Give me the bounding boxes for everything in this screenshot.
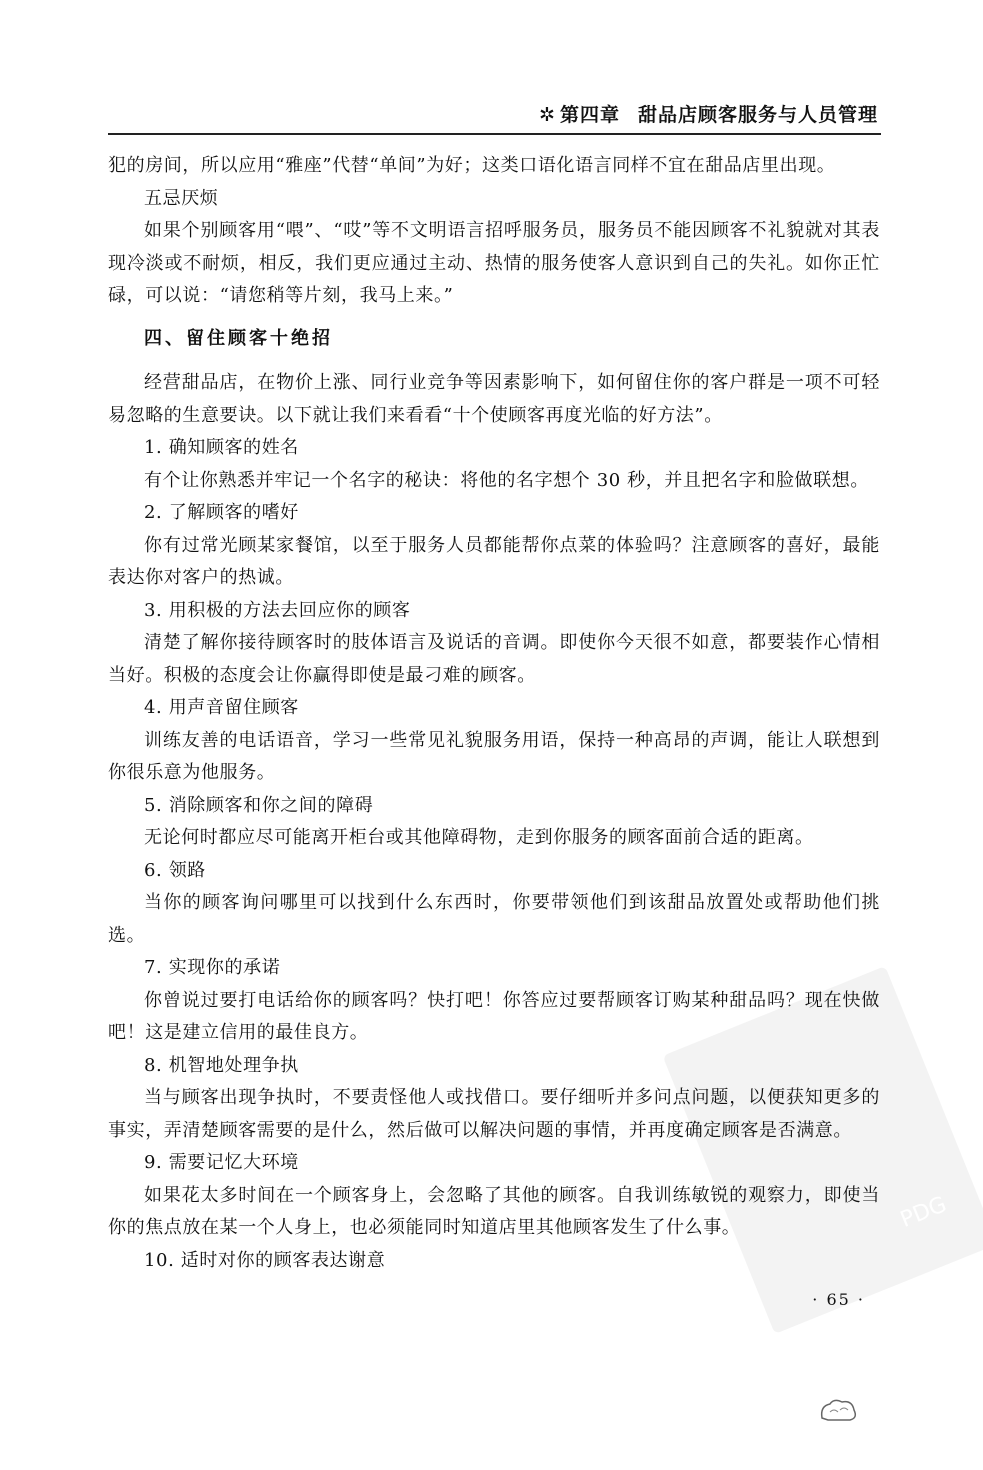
body-paragraph: 你曾说过要打电话给你的顾客吗？快打吧！你答应过要帮顾客订购某种甜品吗？现在快做吧！这是建立信用的最佳良方。	[108, 989, 880, 1043]
running-header	[539, 100, 878, 127]
page-body	[108, 150, 880, 1277]
body-paragraph: 3. 用积极的方法去回应你的顾客	[144, 599, 411, 621]
chapter-label: 第四章	[559, 104, 620, 126]
body-paragraph: 如果花太多时间在一个顾客身上，会忽略了其他的顾客。自我训练敏锐的观察力，即使当你的焦点放在某一个人身上，也必须能同时知道店里其他顾客发生了什么事。	[108, 1184, 880, 1238]
section-heading: 四、留住顾客十绝招	[144, 327, 333, 349]
body-paragraph: 无论何时都应尽可能离开柜台或其他障碍物，走到你服务的顾客面前合适的距离。	[144, 827, 814, 848]
body-paragraph: 有个让你熟悉并牢记一个名字的秘诀：将他的名字想个 30 秒，并且把名字和脸做联想。	[144, 469, 869, 491]
body-paragraph: 10. 适时对你的顾客表达谢意	[144, 1249, 386, 1271]
watermark-text: PDG	[897, 1192, 951, 1233]
body-paragraph: 如果个别顾客用“喂”、“哎”等不文明语言招呼服务员，服务员不能因顾客不礼貌就对其表现冷淡或不耐烦，相反，我们更应通过主动、热情的服务使客人意识到自己的失礼。如你正忙碌，可以说：“请您稍等片刻，我马上来。”	[108, 220, 880, 306]
body-paragraph: 1. 确知顾客的姓名	[144, 437, 299, 458]
body-paragraph: 4. 用声音留住顾客	[144, 697, 299, 718]
body-paragraph: 当你的顾客询问哪里可以找到什么东西时，你要带领他们到该甜品放置处或帮助他们挑选。	[108, 892, 880, 946]
body-paragraph: 8. 机智地处理争执	[144, 1054, 299, 1076]
body-paragraph: 7. 实现你的承诺	[144, 957, 281, 978]
body-paragraph: 2. 了解顾客的嗜好	[144, 502, 299, 523]
body-paragraph: 犯的房间，所以应用“雅座”代替“单间”为好；这类口语化语言同样不宜在甜品店里出现。	[108, 155, 836, 176]
body-paragraph: 五忌厌烦	[144, 187, 219, 209]
body-paragraph: 经营甜品店，在物价上涨、同行业竞争等因素影响下，如何留住你的客户群是一项不可轻易忽略的生意要诀。以下就让我们来看看“十个使顾客再度光临的好方法”。	[108, 372, 880, 426]
chapter-title: 甜品店顾客服务与人员管理	[637, 104, 878, 126]
body-paragraph: 清楚了解你接待顾客时的肢体语言及说话的音调。即使你今天很不如意，都要装作心情相当好。积极的态度会让你赢得即使是最刁难的顾客。	[108, 632, 880, 686]
body-paragraph: 9. 需要记忆大环境	[144, 1152, 299, 1173]
header-rule	[108, 133, 881, 135]
body-paragraph: 5. 消除顾客和你之间的障碍	[144, 794, 374, 816]
body-paragraph: 6. 领路	[144, 859, 206, 881]
flower-icon: ✲	[539, 104, 556, 126]
body-paragraph: 训练友善的电话语音，学习一些常见礼貌服务用语，保持一种高昂的声调，能让人联想到你很乐意为他服务。	[108, 729, 880, 783]
body-paragraph: 当与顾客出现争执时，不要责怪他人或找借口。要仔细听并多问点问题，以便获知更多的事实，弄清楚顾客需要的是什么，然后做可以解决问题的事情，并再度确定顾客是否满意。	[108, 1087, 880, 1141]
logo-icon	[818, 1396, 860, 1424]
page-number: · 65 ·	[812, 1290, 865, 1309]
body-paragraph: 你有过常光顾某家餐馆，以至于服务人员都能帮你点菜的体验吗？注意顾客的喜好，最能表达你对客户的热诚。	[108, 534, 880, 588]
